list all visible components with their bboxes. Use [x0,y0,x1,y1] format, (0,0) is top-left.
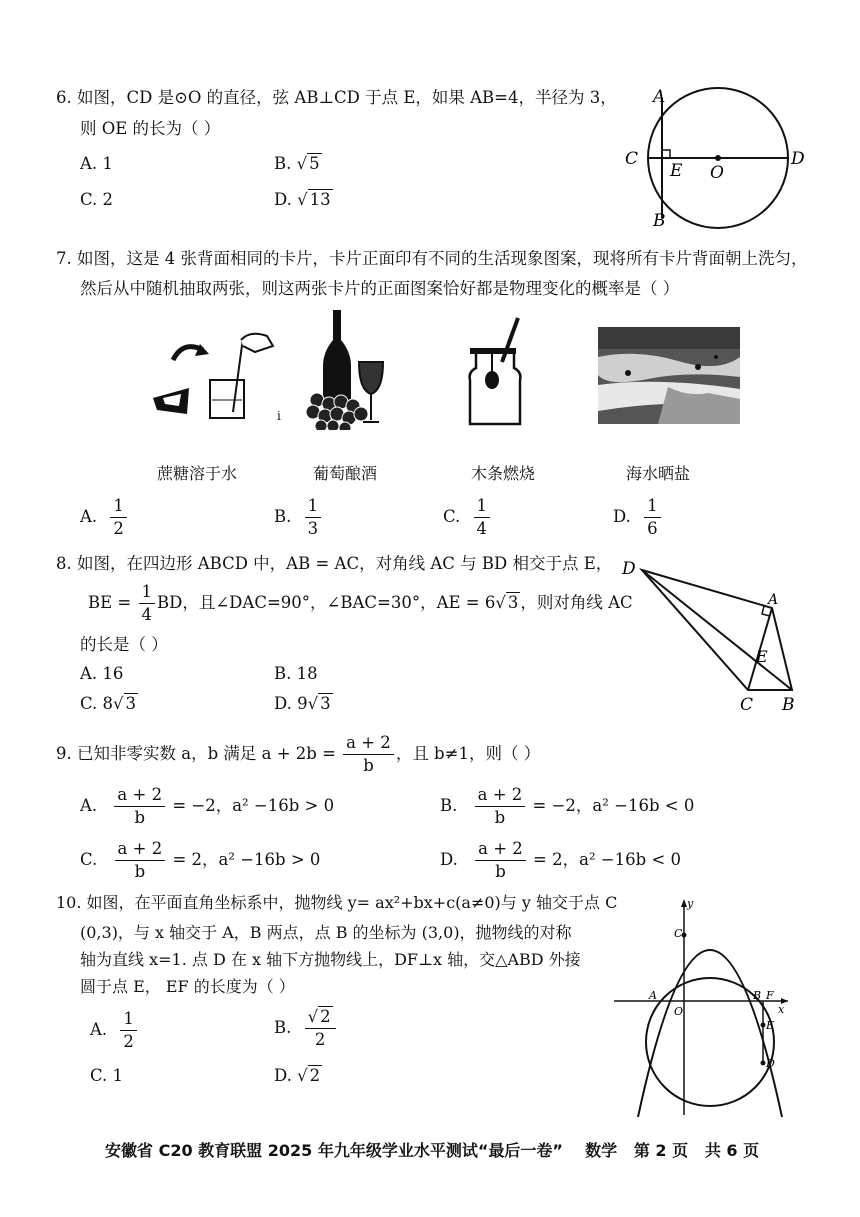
q6-circle-figure [615,80,815,235]
q8-label-c: C [740,695,754,715]
card-seasalt-caption: 海水晒盐 [626,464,691,483]
q10-stem-line2: (0,3)，与 x 轴交于 A，B 两点，点 B 的坐标为 (3,0)，抛物线的对称 [80,923,572,942]
q8-label-e: E [756,647,768,666]
q6-label-e: E [670,161,683,181]
q9-option-c: C. $\frac{a + 2}{b}$ = 2，a² −16b > 0 [80,839,321,882]
q10-label-o: O [674,1005,684,1018]
q10-option-c: C. 1 [90,1066,124,1085]
q6-label-o: O [710,163,724,183]
q10-label-b: B [753,989,762,1002]
q7-option-a: A. $\frac{1}{2}$ [80,497,129,538]
card-wine-caption: 葡萄酿酒 [313,464,378,483]
q8-option-a: A. 16 [80,664,124,683]
q9-option-a: A. $\frac{a + 2}{b}$ = −2，a² −16b > 0 [80,785,335,828]
q10-stem-line1: 10. 如图，在平面直角坐标系中，抛物线 y= ax²+bx+c(a≠0)与 y 轴交于点 C [56,893,618,912]
q10-label-f: F [766,989,774,1002]
card-seasalt-image [598,327,740,424]
q6-option-a: A. 1 [80,154,113,173]
card-burning-caption: 木条燃烧 [471,464,536,483]
q8-stem-line2: BE = $\frac{1}{4}$ BD，且∠DAC=90°，∠BAC=30°，AE = 6√ 3 ，则对角线 AC [88,582,633,625]
q8-label-d: D [622,559,636,579]
q9-option-d: D. $\frac{a + 2}{b}$ = 2，a² −16b < 0 [440,839,682,882]
q10-stem-line4: 圆于点 E， EF 的长度为（ ） [80,977,295,996]
q6-label-c: C [625,149,639,169]
q7-option-d: D. $\frac{1}{6}$ [613,497,663,538]
q6-label-b: B [653,211,666,231]
q7-stem-line2: 然后从中随机抽取两张，则这两张卡片的正面图案恰好都是物理变化的概率是（ ） [80,279,680,298]
q7-option-b: B. $\frac{1}{3}$ [274,497,323,538]
q10-label-y: y [687,897,694,910]
stray-mark: i [277,409,281,423]
card-burning-image [462,316,532,428]
q9-option-b: B. $\frac{a + 2}{b}$ = −2，a² −16b < 0 [440,785,695,828]
q7-stem-line1: 7. 如图，这是 4 张背面相同的卡片，卡片正面印有不同的生活现象图案，现将所有卡片背面朝上洗匀， [56,249,808,268]
q10-option-b: B. $\frac{√ 2}{2}$ [274,1008,338,1049]
q8-option-c: C. 8√ 3 [80,694,137,713]
q10-label-x: x [778,1003,785,1016]
q6-stem-line2: 则 OE 的长为（ ） [80,119,221,138]
q10-parabola-figure [612,895,792,1120]
q8-label-b: B [782,695,795,715]
page-footer: 安徽省 C20 教育联盟 2025 年九年级学业水平测试“最后一卷” 数学 第 2 页 共 6 页 [105,1141,760,1160]
q8-stem-line1: 8. 如图，在四边形 ABCD 中，AB = AC，对角线 AC 与 BD 相交于点 E， [56,554,613,573]
q8-option-b: B. 18 [274,664,318,683]
q6-label-d: D [791,149,805,169]
card-sugar-image [145,330,280,425]
q6-option-d: D. √ 13 [274,190,331,209]
card-sugar-caption: 蔗糖溶于水 [157,464,238,483]
q7-option-c: C. $\frac{1}{4}$ [443,497,492,538]
q10-label-e: E [766,1019,775,1032]
q10-stem-line3: 轴为直线 x=1. 点 D 在 x 轴下方抛物线上，DF⊥x 轴，交△ABD 外接 [80,950,581,969]
q8-quadrilateral-figure [620,558,810,718]
q8-label-a: A [768,592,779,608]
q10-label-a: A [649,989,657,1002]
q6-option-c: C. 2 [80,190,114,209]
q10-option-d: D. √ 2 [274,1066,321,1085]
q9-stem: 9. 已知非零实数 a，b 满足 a + 2b = $\frac{a + 2}{b}$ ，且 b≠1，则（ ） [56,733,541,776]
q6-label-a: A [653,87,666,107]
q10-option-a: A. $\frac{1}{2}$ [90,1010,139,1051]
card-wine-image [305,310,395,430]
q10-label-c: C [674,927,683,940]
q8-stem-line3: 的长是（ ） [80,635,168,654]
q6-stem-line1: 6. 如图，CD 是⊙O 的直径，弦 AB⊥CD 于点 E，如果 AB=4，半径为 3， [56,88,617,107]
q8-option-d: D. 9√ 3 [274,694,331,713]
q6-option-b: B. √ 5 [274,154,320,173]
q10-label-d: D [766,1057,775,1070]
